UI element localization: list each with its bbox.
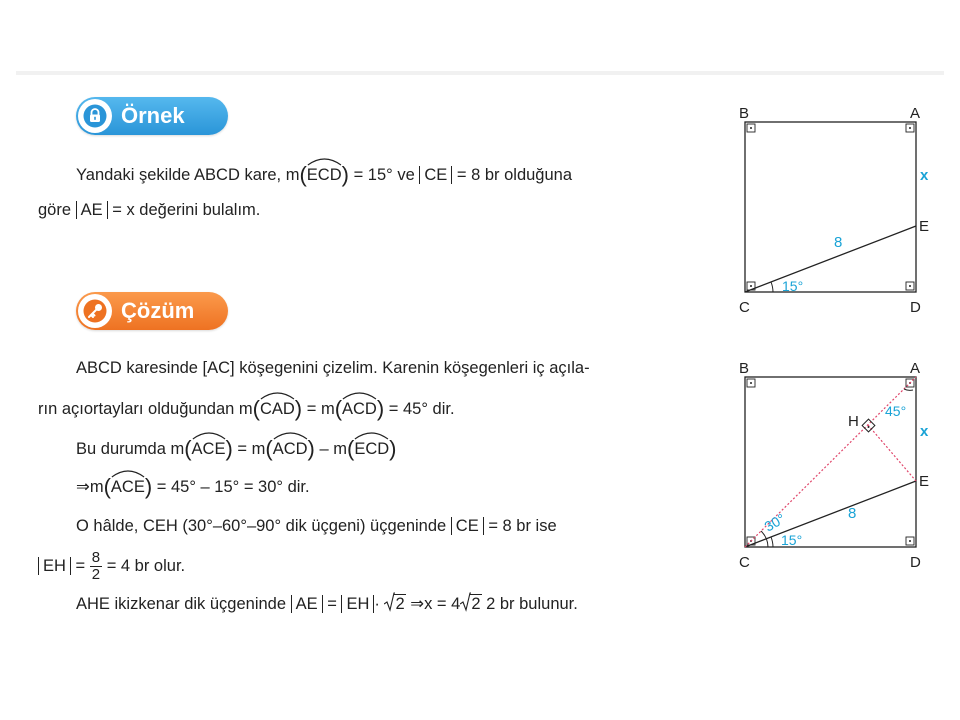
top-divider [16, 71, 944, 75]
solution-line-3: Bu durumda m( ACE) = m( ACD) – m( ECD) [76, 436, 396, 459]
label-a: A [910, 105, 921, 122]
label-x: x [920, 423, 929, 440]
example-line-2: göre AE = x değerini bulalım. [38, 201, 261, 219]
label-h: H [848, 413, 859, 430]
segment-eh: EH [341, 595, 374, 613]
solution-badge [76, 292, 228, 330]
label-ce-length: 8 [834, 234, 843, 251]
label-ce-length: 8 [848, 505, 857, 522]
example-line-1: Yandaki şekilde ABCD kare, m( ECD) = 15° ve CE = 8 br olduğuna [76, 162, 572, 185]
segment-eh: EH [38, 557, 71, 575]
lock-icon [78, 99, 112, 133]
angle-ace: ACE [110, 478, 145, 496]
label-e: E [919, 473, 930, 490]
solution-line-7: AHE ikizkenar dik üçgeninde AE = EH · 2 ⇒x = 4 2 2 br bulunur. [76, 595, 578, 613]
fraction: $\frac{8}{2}$ [91, 549, 101, 583]
sqrt-symbol: 2 [384, 594, 405, 614]
example-badge [76, 97, 228, 135]
label-c: C [739, 299, 750, 316]
figure-square-2 [730, 355, 950, 575]
label-b: B [739, 360, 750, 377]
solution-badge-label: Çözüm [121, 298, 195, 323]
label-a: A [910, 360, 921, 377]
label-c: C [739, 554, 750, 571]
solution-line-4: ⇒m( ACE) = 45° – 15° = 30° dir. [76, 474, 310, 497]
sqrt-symbol: 2 [460, 594, 481, 614]
solution-line-2: rın açıortayları olduğundan m( CAD) = m( ACD) = 45° dir. [38, 396, 455, 419]
solution-line-5: O hâlde, CEH (30°–60°–90° dik üçgeni) üçgeninde CE = 8 br ise [76, 517, 557, 535]
label-d: D [910, 554, 921, 571]
label-d: D [910, 299, 921, 316]
label-angle-15: 15° [781, 532, 803, 548]
solution-line-6: EH = $\frac{8}{2}$ = 4 br olur. [38, 550, 185, 583]
label-angle-45: 45° [885, 403, 907, 419]
segment-ce: CE [419, 166, 452, 184]
segment-ae: AE [291, 595, 323, 613]
angle-ecd: ECD [306, 166, 342, 184]
angle-acd: ACD [342, 400, 377, 418]
angle-acd: ACD [272, 440, 308, 458]
label-x: x [920, 167, 929, 184]
solution-line-1: ABCD karesinde [AC] köşegenini çizelim. Karenin köşegenleri iç açıla- [76, 359, 590, 377]
angle-cad: CAD [259, 400, 295, 418]
label-angle-30: 30° [761, 510, 788, 535]
segment-ce: CE [451, 517, 484, 535]
angle-ace: ACE [191, 440, 226, 458]
key-icon [78, 294, 112, 328]
example-badge-label: Örnek [121, 103, 185, 128]
angle-ecd: ECD [354, 440, 390, 458]
label-b: B [739, 105, 750, 122]
label-angle-15: 15° [782, 278, 804, 294]
segment-ae: AE [76, 201, 108, 219]
figure-square-1 [730, 100, 950, 320]
label-e: E [919, 218, 930, 235]
